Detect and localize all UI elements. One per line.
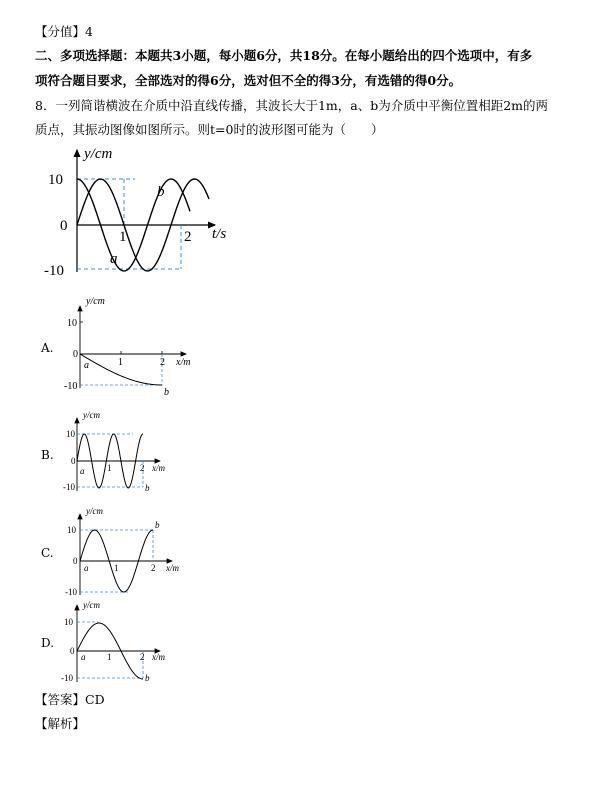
- optC-point-b: b: [155, 520, 160, 530]
- section-header-line2: 项符合题目要求，全部选对的得6分，选对但不全的得3分，有选错的得0分。: [35, 73, 462, 88]
- optC-ylabel: y/cm: [86, 506, 103, 516]
- optB-point-a: a: [80, 466, 85, 476]
- optD-ytick-10: 10: [64, 617, 73, 627]
- vibration-graph: [35, 140, 245, 285]
- optA-ytick-10: 10: [67, 318, 77, 329]
- main-xtick-2: 2: [184, 229, 192, 245]
- optB-point-b: b: [145, 483, 150, 493]
- optB-xtick-1: 1: [107, 463, 112, 473]
- option-a-graph: [60, 295, 200, 395]
- optD-point-a: a: [81, 652, 86, 662]
- curve-a-label: a: [110, 251, 118, 267]
- main-xtick-1: 1: [119, 229, 127, 245]
- main-xlabel: t/s: [212, 226, 227, 242]
- optB-ylabel: y/cm: [83, 410, 100, 420]
- option-b-label: B.: [41, 448, 54, 462]
- main-ylabel: y/cm: [84, 146, 113, 162]
- optA-xtick-1: 1: [118, 357, 123, 368]
- optC-point-a: a: [84, 563, 89, 573]
- question-text-line1: 8．一列简谐横波在介质中沿直线传播，其波长大于1m，a、b为介质中平衡位置相距2m的两: [35, 98, 549, 113]
- optA-ytick-neg10: -10: [64, 381, 78, 392]
- optD-xtick-2: 2: [140, 652, 145, 662]
- curve-b-label: b: [157, 184, 165, 200]
- optD-xtick-1: 1: [107, 652, 112, 662]
- optB-ytick-neg10: -10: [63, 482, 75, 492]
- option-b-graph: [55, 410, 185, 495]
- analysis-line: 【解析】: [35, 716, 86, 731]
- option-d-label: D.: [41, 636, 55, 650]
- optB-xtick-2: 2: [140, 463, 145, 473]
- option-d-graph: [58, 598, 183, 684]
- optD-ytick-0: 0: [70, 646, 75, 656]
- option-a-label: A.: [41, 341, 54, 355]
- optB-xlabel: x/m: [152, 463, 165, 473]
- optC-xtick-2: 2: [151, 563, 156, 573]
- option-c-graph: [60, 505, 190, 600]
- main-ytick-0: 0: [60, 218, 68, 234]
- optA-ytick-0: 0: [73, 349, 78, 360]
- optD-ylabel: y/cm: [83, 600, 100, 610]
- optA-point-a: a: [84, 360, 89, 371]
- question-text-line2: 质点，其振动图像如图所示。则t=0时的波形图可能为（ ）: [35, 122, 384, 137]
- main-ytick-10: 10: [48, 172, 63, 188]
- optA-point-b: b: [164, 387, 169, 395]
- section-header-line1: 二、多项选择题：本题共3小题，每小题6分，共18分。在每小题给出的四个选项中，有多: [35, 48, 533, 63]
- main-ytick-neg10: -10: [44, 263, 64, 279]
- optB-ytick-0: 0: [71, 456, 76, 466]
- option-c-label: C.: [41, 546, 54, 560]
- optC-ytick-neg10: -10: [65, 587, 77, 597]
- optD-point-b: b: [145, 673, 150, 683]
- optD-xlabel: x/m: [152, 652, 165, 662]
- answer-line: 【答案】CD: [35, 692, 105, 707]
- optC-xtick-1: 1: [114, 563, 119, 573]
- optC-ytick-10: 10: [67, 525, 76, 535]
- optA-xtick-2: 2: [160, 357, 165, 368]
- optD-ytick-neg10: -10: [61, 673, 73, 683]
- optC-xlabel: x/m: [166, 563, 179, 573]
- optB-ytick-10: 10: [66, 429, 75, 439]
- optA-xlabel: x/m: [176, 357, 191, 368]
- optC-ytick-0: 0: [73, 556, 78, 566]
- optA-ylabel: y/cm: [86, 296, 105, 307]
- score-line: 【分值】4: [35, 24, 93, 39]
